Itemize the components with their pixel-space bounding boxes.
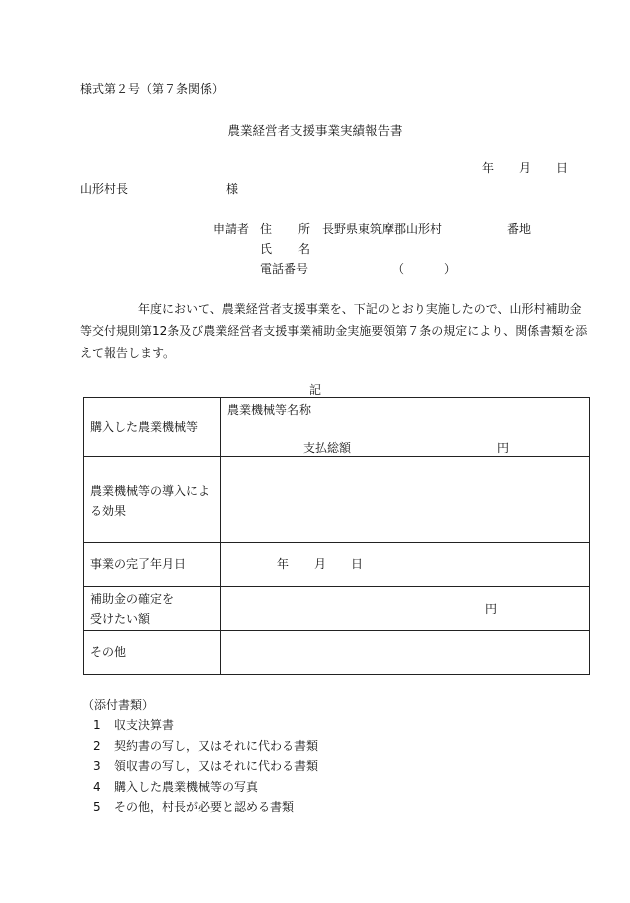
completion-day: 日 [351,557,364,571]
ki-heading: 記 [308,383,321,397]
table-row-other [84,631,590,675]
label-effect: 農業機械等の導入による効果 [84,457,221,543]
address-label-1: 住 [260,222,273,236]
label-machinery: 購入した農業機械等 [84,398,221,457]
label-subsidy-amount: 補助金の確定を 受けたい額 [84,587,221,631]
value-machinery[interactable] [221,398,590,457]
value-other[interactable] [221,631,590,675]
subsidy-yen: 円 [485,602,498,616]
machinery-name-label: 農業機械等名称 [227,403,312,417]
label-completion-date: 事業の完了年月日 [84,543,221,587]
completion-year: 年 [277,557,290,571]
list-item: 4 購入した農業機械等の写真 [93,779,259,794]
table-row-subsidy-amount [84,587,590,631]
total-amount-yen: 円 [497,441,510,455]
address-value: 長野県東筑摩郡山形村 [322,222,443,236]
tel-label: 電話番号 [260,262,309,276]
address-banchi: 番地 [507,222,532,236]
date-year: 年 [482,161,495,175]
applicant-label: 申請者 [213,222,250,236]
list-item: 5 その他，村長が必要と認める書類 [93,800,295,814]
name-label-2: 名 [298,242,311,256]
value-subsidy-amount[interactable] [221,587,590,631]
value-effect[interactable] [221,457,590,543]
table-row-effect [84,457,590,543]
table-row-machinery [84,398,590,457]
attachments-list [93,718,318,821]
total-amount-label: 支払総額 [303,441,352,455]
addressee-name: 山形村長 [80,182,129,196]
addressee-honorific: 様 [226,182,239,196]
list-item: 2 契約書の写し，又はそれに代わる書類 [93,738,319,753]
name-label-1: 氏 [260,242,273,256]
form-number: 様式第２号（第７条関係） [80,82,225,96]
body-paragraph [80,298,590,364]
document-title: 農業経営者支援事業実績報告書 [227,123,403,138]
date-month: 月 [519,161,532,175]
completion-month: 月 [314,557,327,571]
table-row-completion-date [84,543,590,587]
value-completion-date[interactable] [221,543,590,587]
records-table [83,397,590,675]
list-item: 1 収支決算書 [93,718,175,732]
tel-paren-close: ） [444,262,457,276]
label-other: その他 [84,631,221,675]
address-label-2: 所 [298,222,311,236]
body-text: 年度において、農業経営者支援事業を、下記のとおり実施したので、山形村補助金等交付規則第12条及び農業経営者支援事業補助金実施要領第７条の規定により、関係書類を添えて報告します。 [80,302,588,360]
attachments-title: （添付書類） [82,698,155,712]
date-day: 日 [556,161,569,175]
list-item: 3 領収書の写し，又はそれに代わる書類 [93,759,319,773]
tel-paren-open: （ [392,262,405,276]
